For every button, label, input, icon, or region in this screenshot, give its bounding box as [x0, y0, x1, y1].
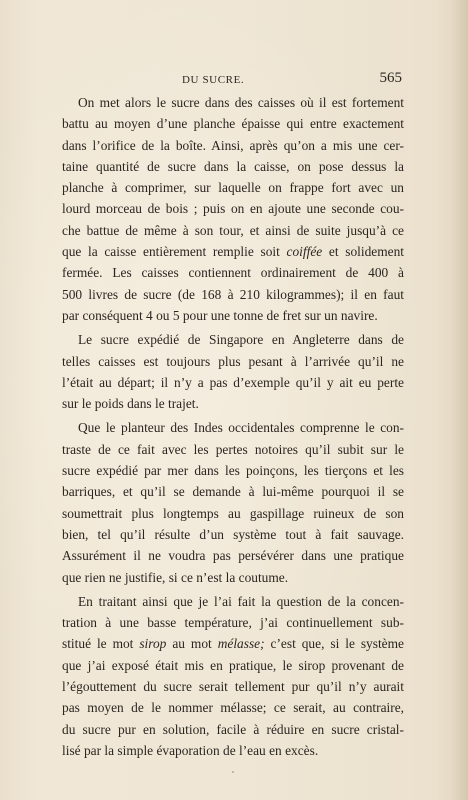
text-line: par conséquent 4 ou 5 pour une tonne de fret sur un navire.: [62, 307, 378, 323]
text-line: dans l’orifice de la boîte. Ainsi, après qu’on a mis une cer-: [62, 137, 404, 153]
paragraph: [62, 329, 404, 414]
text-line: l’égouttement du sucre serait tellement pur qu’il n’y aurait: [62, 679, 404, 695]
paper-speck: [232, 771, 234, 773]
paragraph: [62, 92, 404, 326]
running-head: DU SUCRE.: [182, 74, 245, 86]
paragraph: [62, 417, 404, 587]
text-line: On met alors le sucre dans des caisses où il est fortement: [78, 95, 404, 110]
text-line: bien, tel qu’il résulte d’un système tout à fait sauvage.: [62, 526, 404, 542]
text-line: battu au moyen d’une planche épaisse qui entre exactement: [62, 116, 404, 132]
text-line: che battue de même à son tour, et ainsi de suite jusqu’à ce: [62, 222, 404, 238]
text-line: En traitant ainsi que je l’ai fait la question de la concen-: [78, 593, 404, 609]
paragraph: [62, 591, 404, 761]
text-line: pas moyen de le nommer mélasse; ce serait, au contraire,: [62, 700, 404, 716]
spine-shadow: [450, 0, 468, 800]
text-line: taine quantité de sucre dans la caisse, on pose dessus la: [62, 158, 404, 174]
body-text: [62, 92, 404, 761]
text-line: lisé par la simple évaporation de l’eau en excès.: [62, 742, 319, 758]
italic-term: mélasse;: [217, 636, 265, 652]
page-header: [62, 70, 402, 90]
text-line: que la caisse entièrement remplie soit coiffée et solidement: [62, 244, 404, 260]
text-line: du sucre pur en solution, facile à réduire en sucre cristal-: [62, 721, 404, 737]
text-line: soumettrait plus longtemps au gaspillage ruineux de son: [62, 505, 404, 521]
text-line: lourd morceau de bois ; puis on en ajoute une seconde cou-: [62, 201, 404, 217]
text-line: Que le planteur des Indes occidentales comprenne le con-: [78, 420, 404, 436]
text-line: sur le poids dans le trajet.: [62, 396, 199, 412]
text-line: l’était au départ; il n’y a pas d’exemple qu’il y ait eu perte: [62, 374, 404, 390]
text-line: tration à une basse température, j’ai continuellement sub-: [62, 615, 404, 631]
italic-term: coiffée: [286, 244, 323, 260]
text-line: Assurément il ne voudra pas persévérer dans une pratique: [62, 548, 404, 564]
text-line: fermée. Les caisses contiennent ordinairement de 400 à: [62, 265, 404, 281]
text-line: 500 livres de sucre (de 168 à 210 kilogrammes); il en faut: [62, 286, 404, 302]
text-line: que j’ai exposé était mis en pratique, le sirop provenant de: [62, 657, 404, 673]
page-number: 565: [379, 70, 402, 86]
text-line: traste de ce fait avec les pertes notoires qu’il subit sur le: [62, 441, 404, 457]
text-line: barriques, et qu’il se demande à lui-même pourquoi il se: [62, 484, 404, 500]
text-line: planche à comprimer, sur laquelle on frappe fort avec un: [62, 180, 404, 196]
text-line: que rien ne justifie, si ce n’est la coutume.: [62, 569, 289, 585]
text-line: stitué le mot sirop au mot mélasse; c’est que, si le système: [62, 636, 404, 652]
text-line: sucre expédié par mer dans les poinçons, les tierçons et les: [62, 463, 404, 479]
text-line: telles caisses est toujours plus pesant à l’arrivée qu’il ne: [62, 353, 404, 369]
italic-term: sirop: [139, 636, 167, 652]
text-line: Le sucre expédié de Singapore en Angleterre dans de: [78, 332, 404, 348]
